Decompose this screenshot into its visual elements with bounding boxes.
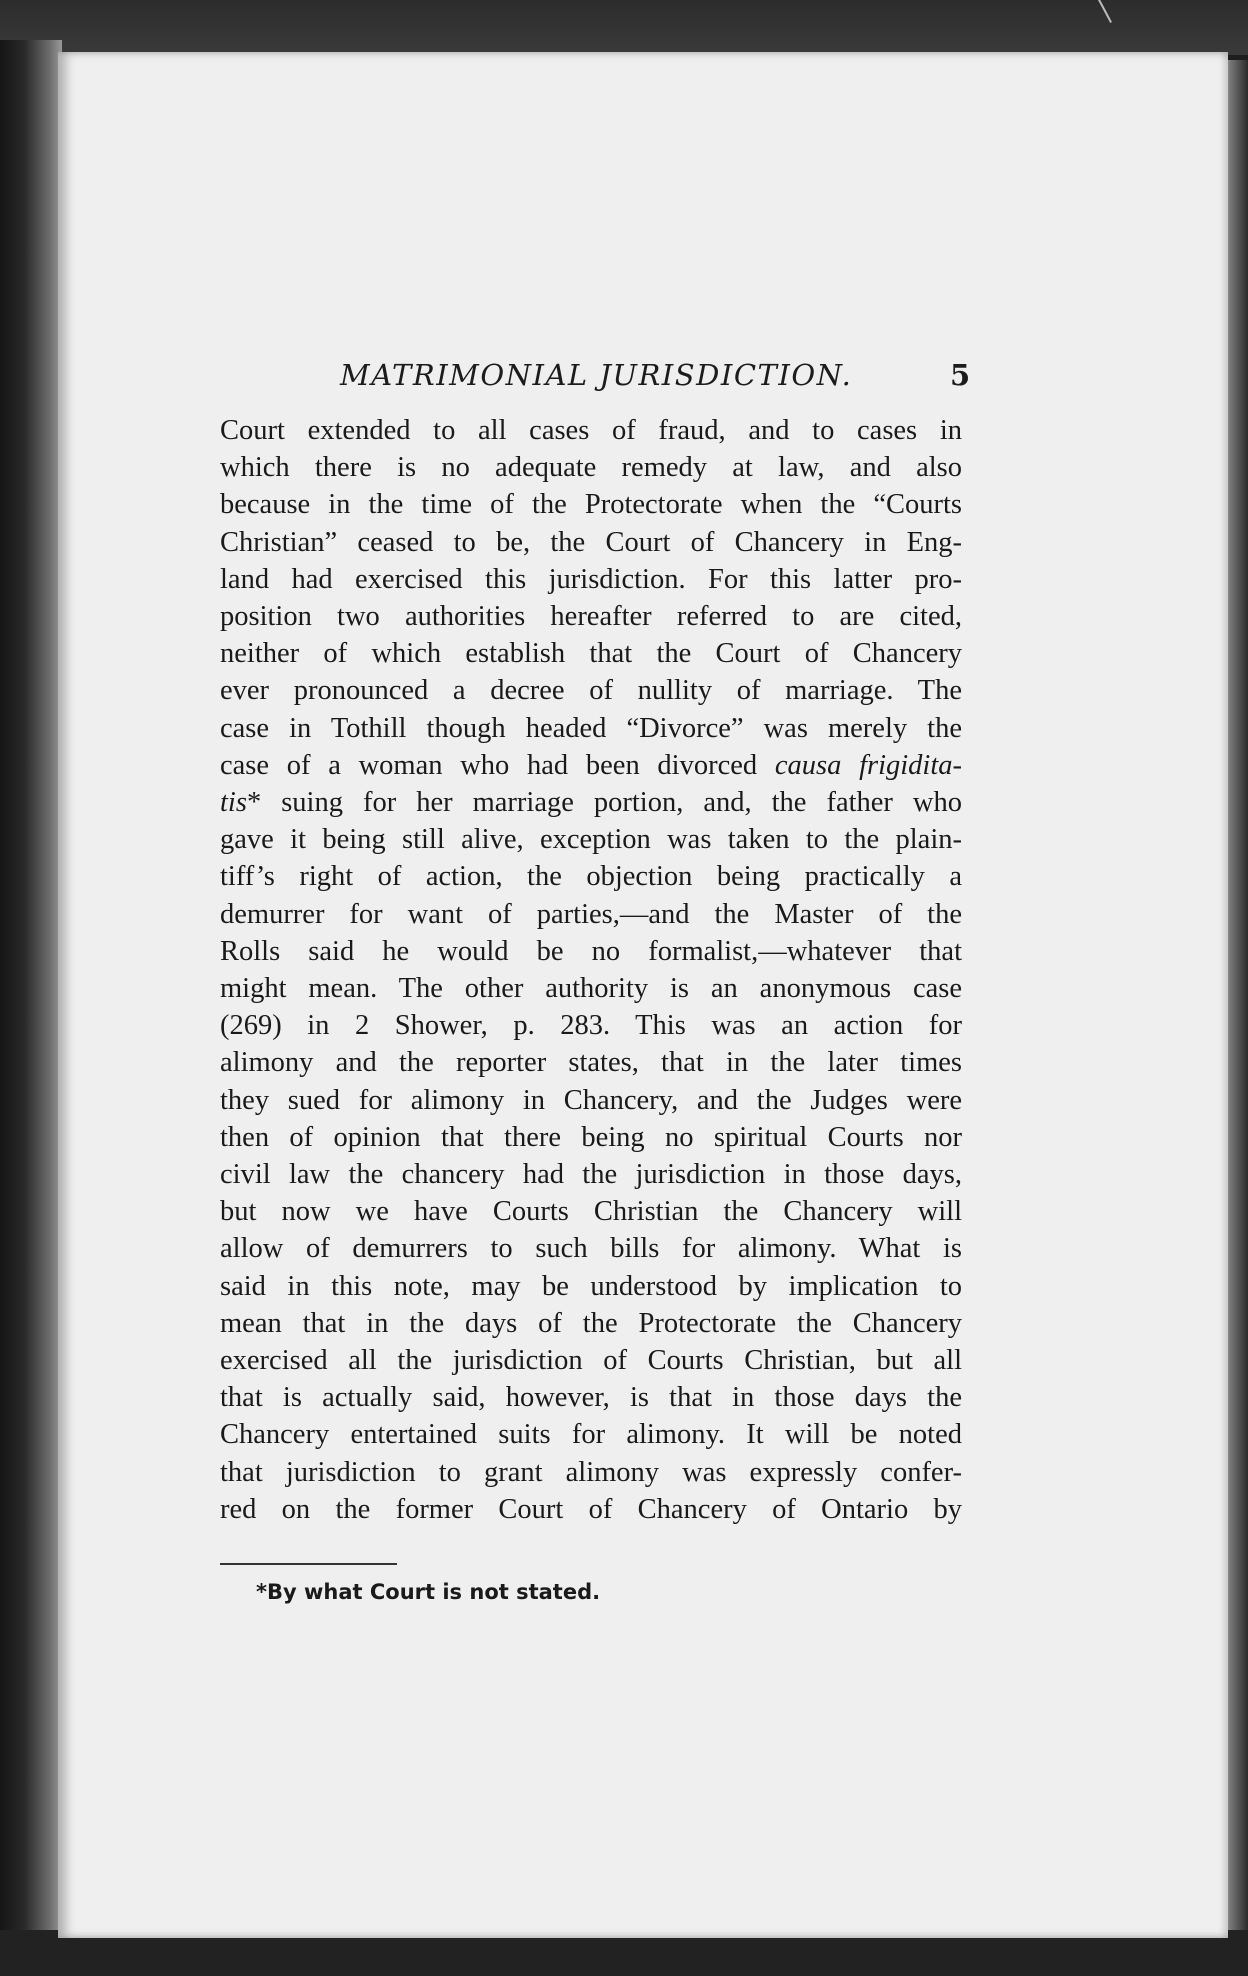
text-line: demurrer for want of parties,—and the Master of the [220,898,962,930]
text-line: case of a woman who had been divorced causa frigidita- [220,749,962,781]
text-line: tiff’s right of action, the objection being practically a [220,861,962,893]
book-gutter-edge [0,40,62,1940]
text-line: civil law the chancery had the jurisdiction in those days, [220,1159,962,1191]
text-line: because in the time of the Protectorate when the “Courts [220,489,962,521]
text-line: which there is no adequate remedy at law, and also [220,452,962,484]
text-line: red on the former Court of Chancery of Ontario by [220,1493,962,1525]
text-line: (269) in 2 Shower, p. 283. This was an action for [220,1010,962,1042]
text-line: tis* suing for her marriage portion, and, the father who [220,787,962,819]
text-line: Rolls said he would be no formalist,—whatever that [220,935,962,967]
text-line: exercised all the jurisdiction of Courts Christian, but all [220,1345,962,1377]
text-line: they sued for alimony in Chancery, and the Judges were [220,1084,962,1116]
text-line: said in this note, may be understood by implication to [220,1270,962,1302]
text-line: alimony and the reporter states, that in the later times [220,1047,962,1079]
text-line: mean that in the days of the Protectorate the Chancery [220,1307,962,1339]
text-line: Chancery entertained suits for alimony. It will be noted [220,1419,962,1451]
text-line: allow of demurrers to such bills for alimony. What is [220,1233,962,1265]
text-line: Court extended to all cases of fraud, and to cases in [220,415,962,446]
body-paragraph [220,412,962,1528]
page-number: 5 [950,358,971,392]
footnote-divider [220,1563,397,1565]
text-line: then of opinion that there being no spiritual Courts nor [220,1121,962,1153]
text-line: position two authorities hereafter referred to are cited, [220,601,962,633]
text-line: land had exercised this jurisdiction. For this latter pro- [220,563,962,595]
text-line: ever pronounced a decree of nullity of marriage. The [220,675,962,707]
footnote: *By what Court is not stated. [256,1580,601,1604]
text-line: that jurisdiction to grant alimony was expressly confer- [220,1456,962,1488]
text-line: might mean. The other authority is an anonymous case [220,973,962,1005]
text-line: gave it being still alive, exception was taken to the plain- [220,824,962,856]
text-line: Christian” ceased to be, the Court of Chancery in Eng- [220,526,962,558]
text-line: neither of which establish that the Court of Chancery [220,638,962,670]
scan-top-edge [0,0,1248,55]
text-line: but now we have Courts Christian the Chancery will [220,1196,962,1228]
running-head: MATRIMONIAL JURISDICTION. [340,358,853,392]
text-line: that is actually said, however, is that in those days the [220,1382,962,1414]
text-line: case in Tothill though headed “Divorce” was merely the [220,712,962,744]
